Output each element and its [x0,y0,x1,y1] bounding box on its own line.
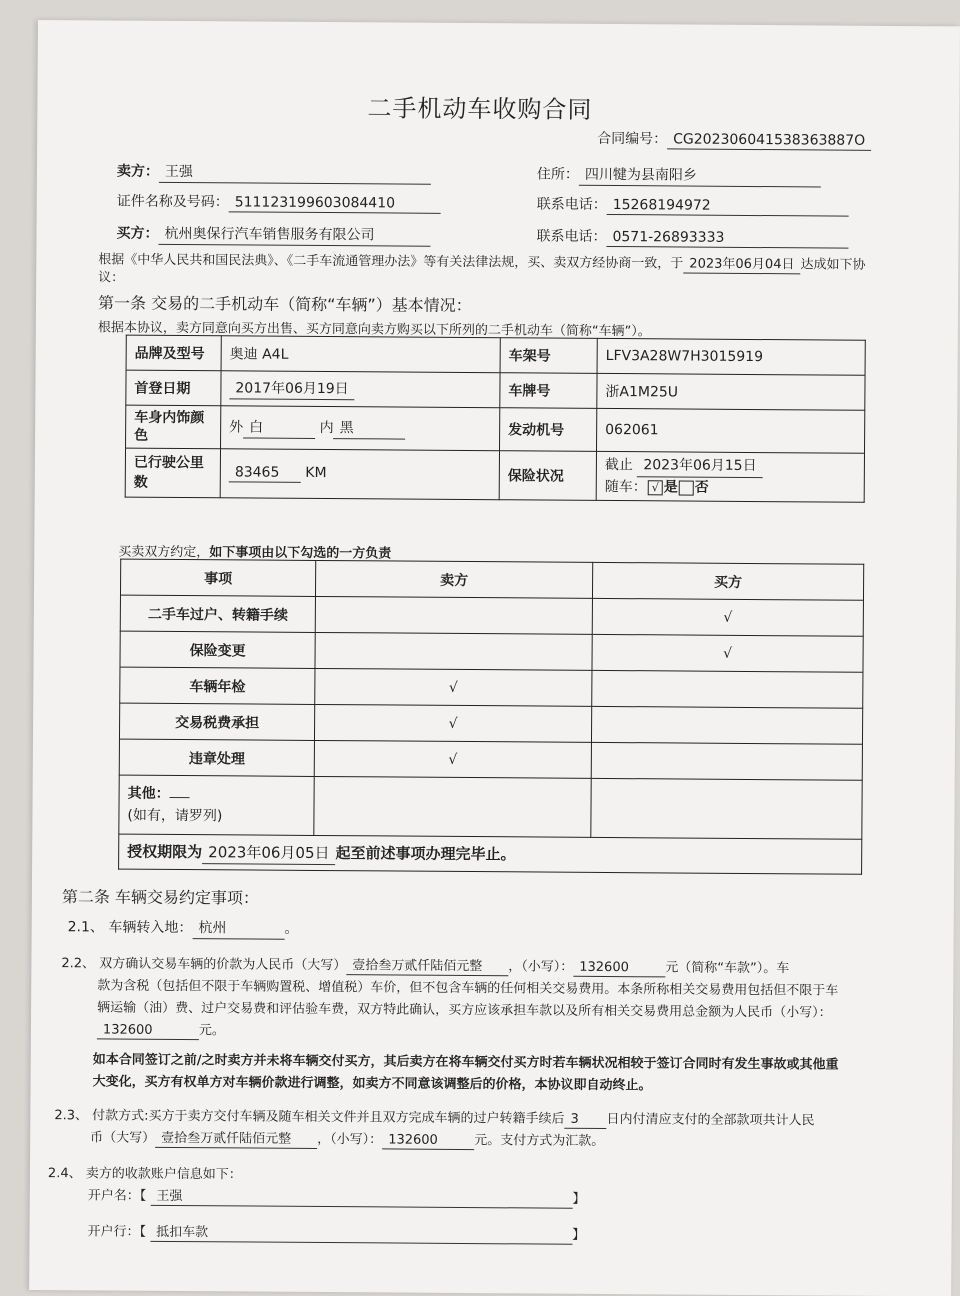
bank-label: 开户行： [87,1224,140,1240]
intro-text: 根据《中华人民共和国民法典》、《二手车流通管理办法》等有关法律法规，买、卖双方经协商一致，于 [98,252,684,272]
duty-table [118,559,864,875]
buyer-check[interactable] [591,706,862,744]
article1-text: 根据本协议，卖方同意向买方出售、买方同意向卖方购买以下所列的二手机动车（简称“车辆”）。 [97,320,651,340]
clause-2-2-line2: 款为含税（包括但不限于车辆购置税、增值税）车价，但不包含车辆的任何相关交易费用。本条所称相关交易费用包括但不限于车 [97,978,839,999]
table-row [119,775,862,839]
int-color-label: 内 [319,419,334,437]
clause-2-3-text-b: 日内付清应支付的全部款项共计人民 [606,1111,815,1129]
buyer-check[interactable]: √ [592,634,863,672]
mileage-label-line1: 已行驶公里 [133,454,204,472]
other-label: 其他： [127,785,170,802]
total-amount: 132600 [97,1022,199,1040]
buyer-check[interactable] [592,670,863,708]
duty-item: 违章处理 [119,739,314,776]
table-row [125,448,864,502]
mileage-value: 83465 [229,464,301,483]
seller-row [117,161,431,185]
other-hint: (如有，请罗列) [127,807,223,825]
reg-cell [221,371,500,408]
ext-color-label: 外 [229,419,244,436]
col-header-buyer: 买方 [592,562,863,600]
reg-label: 首登日期 [126,370,221,406]
contract-number-value: CG202306041538363887O [667,131,871,150]
account-name-row: 开户名：【 王强 】 [88,1184,586,1208]
table-row [126,335,865,375]
seller-id: 511123199603084410 [229,194,441,213]
clause-2-3-text-d: ，（小写）： [317,1131,383,1148]
col-header-seller: 卖方 [315,560,592,598]
intro-line-2: 议： [98,270,125,286]
seller-label: 卖方： [116,163,159,180]
mileage-cell [220,449,499,500]
no-checkbox[interactable] [679,480,694,495]
seller-id-label: 证件名称及号码： [116,193,229,211]
payment-lowercase: 132600 [382,1132,474,1150]
clause-2-3-text-e: 元。支付方式为汇款。 [474,1133,605,1149]
payment-days: 3 [564,1112,606,1129]
intro-line [98,248,865,274]
clause-2-2-line4 [97,1018,225,1040]
duty-item: 二手车过户、转籍手续 [120,595,315,632]
insurance-label: 保险状况 [499,451,596,501]
seller-phone-label: 联系电话： [536,196,607,213]
plate-value: 浙A1M25U [597,373,865,410]
price-lowercase: 132600 [573,960,665,978]
seller-check[interactable] [315,632,592,670]
ext-color-value: 白 [243,416,315,439]
clause-number: 2.2、 [61,956,96,972]
buyer-label: 买方： [116,225,159,242]
duty-item: 交易税费承担 [119,703,314,740]
deadline-date: 2023年06月05日 [202,841,336,865]
seller-check[interactable]: √ [315,668,592,706]
buyer-phone: 0571-26893333 [606,229,848,249]
table-row [119,703,862,744]
bold-clause-line2: 大变化，买方有权单方对车辆价款进行调整，如卖方不同意该调整后的价格，本协议即自动终止。 [92,1074,652,1094]
price-uppercase: 壹拾叁万贰仟陆佰元整 [346,954,508,976]
duty-item: 保险变更 [120,631,315,668]
vehicle-table [125,335,866,503]
engine-value: 062061 [597,408,865,453]
clause-number: 2.3、 [54,1108,89,1124]
buyer-phone-label: 联系电话： [536,228,607,245]
contract-number-label: 合同编号： [597,130,668,148]
insurance-until-label: 截止 [604,456,633,474]
clause-2-3-text: 付款方式:买方于卖方交付车辆及随车相关文件并且双方完成车辆的过户转籍手续后 [92,1108,565,1127]
table-row [120,631,863,672]
seller-check[interactable] [314,776,591,837]
table-row [119,834,862,874]
color-label [126,405,221,449]
mileage-label-line2: 数 [133,474,148,491]
clause-number: 2.4、 [47,1166,82,1182]
col-header-item: 事项 [120,559,315,596]
color-label-line2: 色 [134,427,149,444]
destination-value: 杭州 [192,917,284,940]
page-title: 二手机动车收购合同 [367,94,593,124]
buyer-name: 杭州奥保行汽车销售服务有限公司 [158,223,430,247]
buyer-phone-row [536,225,848,248]
clause-2-2-text-b: ，（小写）： [508,959,574,975]
insurance-date: 2023年06月15日 [637,455,762,478]
engine-label: 发动机号 [500,408,597,452]
clause-2-1-label: 车辆转入地： [108,919,193,937]
deadline-cell [119,834,862,874]
contract-number [597,128,871,151]
yes-label: 是 [663,479,678,496]
plate-label: 车牌号 [500,373,597,409]
buyer-row [116,223,430,247]
clause-2-3-text-c: 币（大写） [90,1130,156,1146]
mileage-label [125,448,220,498]
article1-heading: 第一条 交易的二手机动车（简称“车辆”）基本情况： [97,293,472,316]
reg-value: 2017年06月19日 [229,377,354,400]
duty-intro-text: 买卖双方约定， [118,544,210,561]
color-label-line1: 车身内饰颜 [134,409,205,427]
table-row [120,667,863,708]
clause-2-1-end: 。 [284,920,299,937]
bold-clause-line1: 如本合同签订之前/之时卖方并未将车辆交付买方，其后卖方在将车辆交付买方时若车辆状况相较于签订合同时有发生事故或其他重 [92,1052,839,1073]
account-name-value: 王强 [150,1185,572,1209]
clause-2-2-line3: 辆运输（油）费、过户交易费和评估验车费，双方特此确认，买方应该承担车款以及所有相关交易费用总金额为人民币（小写）： [97,1000,832,1021]
clause-2-2-text-c: 元（简称“车款”）。车 [665,960,790,977]
buyer-check[interactable] [591,742,862,780]
no-label: 否 [694,479,709,496]
clause-2-4 [48,1162,242,1182]
seller-check[interactable] [315,596,592,634]
bank-row: 开户行：【 抵扣车款 】 [87,1220,585,1244]
duty-intro-bold: 如下事项由以下勾选的一方负责 [209,545,392,562]
insurance-with-car-label: 随车： [604,478,647,496]
buyer-check[interactable] [591,778,862,839]
buyer-check[interactable]: √ [592,598,863,636]
seller-phone-row [537,193,849,216]
mileage-unit: KM [305,464,327,482]
deadline-label: 授权期限为 [127,842,203,861]
total-unit: 元。 [198,1023,226,1039]
seller-check[interactable]: √ [314,740,591,778]
account-name-label: 开户名： [87,1188,140,1204]
contract-paper [29,20,960,1296]
table-row [120,595,863,636]
seller-id-row [117,191,441,214]
seller-address: 四川犍为县南阳乡 [579,164,821,188]
clause-2-1 [68,916,299,940]
table-header-row [120,559,863,600]
brand-label: 品牌及型号 [126,335,221,371]
clause-2-4-label: 卖方的收款账户信息如下： [85,1166,242,1183]
article2-heading: 第二条 车辆交易约定事项： [61,887,260,908]
color-cell [221,406,500,451]
table-row [126,405,865,453]
payment-uppercase: 壹拾叁万贰仟陆佰元整 [155,1127,317,1149]
duty-item: 车辆年检 [120,667,315,704]
table-row [126,370,865,410]
bank-value: 抵扣车款 [150,1221,572,1245]
insurance-cell [596,451,864,502]
clause-2-2-text: 双方确认交易车辆的价款为人民币（大写） [99,956,347,974]
vin-value: LFV3A28W7H3015919 [597,338,865,375]
seller-phone: 15268194972 [607,197,849,217]
clause-number: 2.1、 [67,919,104,936]
seller-check[interactable]: √ [314,704,591,742]
intro-text-end: 达成如下协 [800,257,866,273]
seller-name: 王强 [159,161,431,185]
int-color-value: 黑 [334,417,406,440]
vin-label: 车架号 [500,338,597,374]
deadline-text: 起至前述事项办理完毕止。 [335,843,516,863]
intro-date: 2023年06月04日 [683,253,800,275]
brand-value: 奥迪 A4L [221,336,500,373]
yes-checkbox[interactable]: √ [648,480,663,495]
seller-address-label: 住所： [536,166,579,183]
other-item [119,775,314,835]
clause-2-3-line2 [90,1126,604,1151]
table-row [119,739,862,780]
seller-address-row [537,163,821,187]
